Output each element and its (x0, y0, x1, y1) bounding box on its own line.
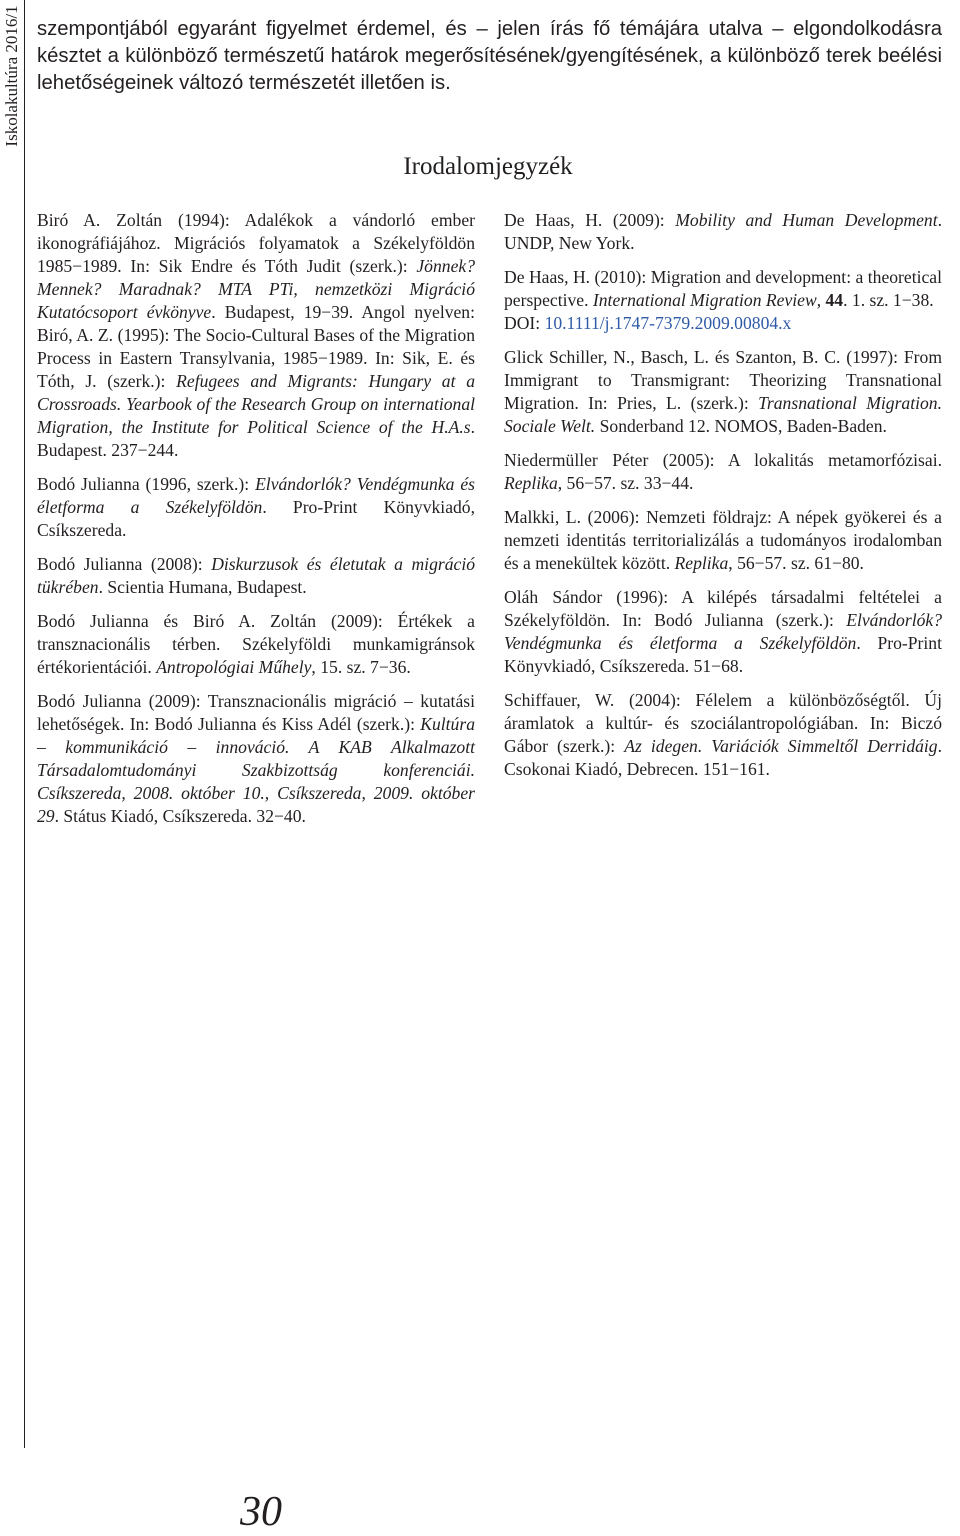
reference-text: Bodó Julianna (1996, szerk.): (37, 474, 256, 494)
doi-link[interactable]: 10.1111/j.1747-7379.2009.00804.x (544, 313, 792, 333)
reference-text: Biró A. Zoltán (1994): Adalékok a vándorló ember ikonográfiájához. Migrációs folyamatok a Székelyföldön 1985−1989. In: Sik Endre és Tóth Judit (szerk.): (37, 210, 475, 276)
reference-entry (504, 449, 942, 495)
reference-text: . Pro-Print Könyvkiadó, Csíkszereda. 51−68. (504, 633, 942, 676)
reference-title: Antropológiai Műhely (156, 657, 312, 677)
reference-entry (37, 690, 475, 828)
reference-entry (504, 346, 942, 438)
intro-paragraph: szempontjából egyaránt figyelmet érdemel, és – jelen írás fő témájára utalva – elgondolkodásra késztet a különböző természetű határok megerősítésének/gyengítésének, a különböző terek beélési lehetőségeinek változó természetét illetően is. (37, 18, 942, 94)
reference-title: Diskurzusok és életutak a migráció tükrében (37, 554, 476, 597)
journal-running-head (2, 0, 22, 152)
reference-text: Niedermüller Péter (2005): A lokalitás metamorfózisai. (504, 450, 942, 470)
reference-text: . UNDP, New York. (504, 210, 942, 253)
reference-text: . Scientia Humana, Budapest. (98, 577, 307, 597)
reference-entry (504, 586, 942, 678)
reference-text: . Budapest. 237−244. (37, 417, 475, 460)
reference-title: Replika (504, 473, 558, 493)
reference-entry (37, 610, 475, 679)
reference-title: Transnational Migration. Sociale Welt. (504, 393, 942, 436)
reference-entry (37, 473, 475, 542)
reference-text: Bodó Julianna és Biró A. Zoltán (2009): Értékek a transznacionális térben. Székelyföldi munkamigránsok értékorientációi. (37, 611, 475, 677)
reference-title: Elvándorlók? Vendégmunka és életforma a Székelyföldön (37, 474, 475, 517)
reference-entry (504, 689, 942, 781)
reference-text: 44 (825, 290, 844, 310)
reference-text: . 1. sz. 1−38. (843, 290, 934, 310)
reference-text: DOI: (504, 313, 545, 333)
reference-text: , (816, 290, 826, 310)
reference-text: De Haas, H. (2009): (504, 210, 676, 230)
reference-title: Az idegen. Variációk Simmeltől Derridáig (624, 736, 938, 756)
reference-title: Replika (674, 553, 729, 573)
reference-text: . Csokonai Kiadó, Debrecen. 151−161. (504, 736, 943, 779)
reference-entry (504, 209, 942, 255)
reference-entry (504, 506, 942, 575)
reference-title: Jönnek? Mennek? Maradnak? MTA PTi, nemzetközi Migráció Kutatócsoport évkönyve (37, 256, 475, 322)
reference-text: Sonderband 12. NOMOS, Baden-Baden. (595, 416, 887, 436)
reference-text: , 15. sz. 7−36. (311, 657, 411, 677)
page-number: 30 (240, 1489, 282, 1535)
reference-title: Mobility and Human Development (675, 210, 938, 230)
reference-title: Refugees and Migrants: Hungary at a Crossroads. Yearbook of the Research Group on international Migration, the Institute for Political Science of the H.A.s (37, 371, 475, 437)
bibliography-heading-text: Irodalomjegyzék (403, 153, 573, 180)
sidebar-rule (0, 0, 25, 1448)
reference-text: Malkki, L. (2006): Nemzeti földrajz: A népek gyökerei és a nemzeti identitás territorializálás a tudományos irodalomban és a menekültek között. (504, 507, 942, 573)
reference-title: Elvándorlók? Vendégmunka és életforma a Székelyföldön (504, 610, 942, 653)
reference-text: Schiffauer, W. (2004): Félelem a különbözőségtől. Új áramlatok a kultúr- és szociálantropológiában. In: Biczó Gábor (szerk.): (504, 690, 942, 756)
reference-title: International Migration Review (592, 290, 817, 310)
reference-text: Bodó Julianna (2009): Transznacionális migráció – kutatási lehetőségek. In: Bodó Julianna és Kiss Adél (szerk.): (37, 691, 475, 734)
references-left-column (37, 209, 475, 839)
references-right-column (504, 209, 942, 792)
reference-text: . Budapest, 19−39. Angol nyelven: Biró, A. Z. (1995): The Socio-Cultural Bases of the Migration Process in Eastern Transylvania, 1985−1989. In: Sik, E. és Tóth, J. (szerk.): (37, 302, 475, 391)
reference-title: Kultúra – kommunikáció – innováció. A KAB Alkalmazott Társadalomtudományi Szakbizottság konferenciái. Csíkszereda, 2008. október 10., Csíkszereda, 2009. október 29 (37, 714, 475, 826)
reference-text: Glick Schiller, N., Basch, L. és Szanton, B. C. (1997): From Immigrant to Transmigrant: Theorizing Transnational Migration. In: Pries, L. (szerk.): (504, 347, 942, 413)
journal-label: Iskolakultúra 2016/1 (2, 5, 21, 147)
reference-text: , 56−57. sz. 33−44. (557, 473, 694, 493)
reference-entry (37, 553, 475, 599)
reference-entry (504, 266, 942, 335)
reference-text: . Státus Kiadó, Csíkszereda. 32−40. (54, 806, 306, 826)
reference-text: , 56−57. sz. 61−80. (728, 553, 864, 573)
bibliography-heading (0, 153, 960, 181)
reference-text: De Haas, H. (2010): Migration and development: a theoretical perspective. (504, 267, 942, 310)
reference-text: Oláh Sándor (1996): A kilépés társadalmi feltételei a Székelyföldön. In: Bodó Julianna (szerk.): (504, 587, 942, 630)
reference-text: Bodó Julianna (2008): (37, 554, 212, 574)
reference-text: . Pro-Print Könyvkiadó, Csíkszereda. (37, 497, 475, 540)
reference-entry (37, 209, 475, 462)
